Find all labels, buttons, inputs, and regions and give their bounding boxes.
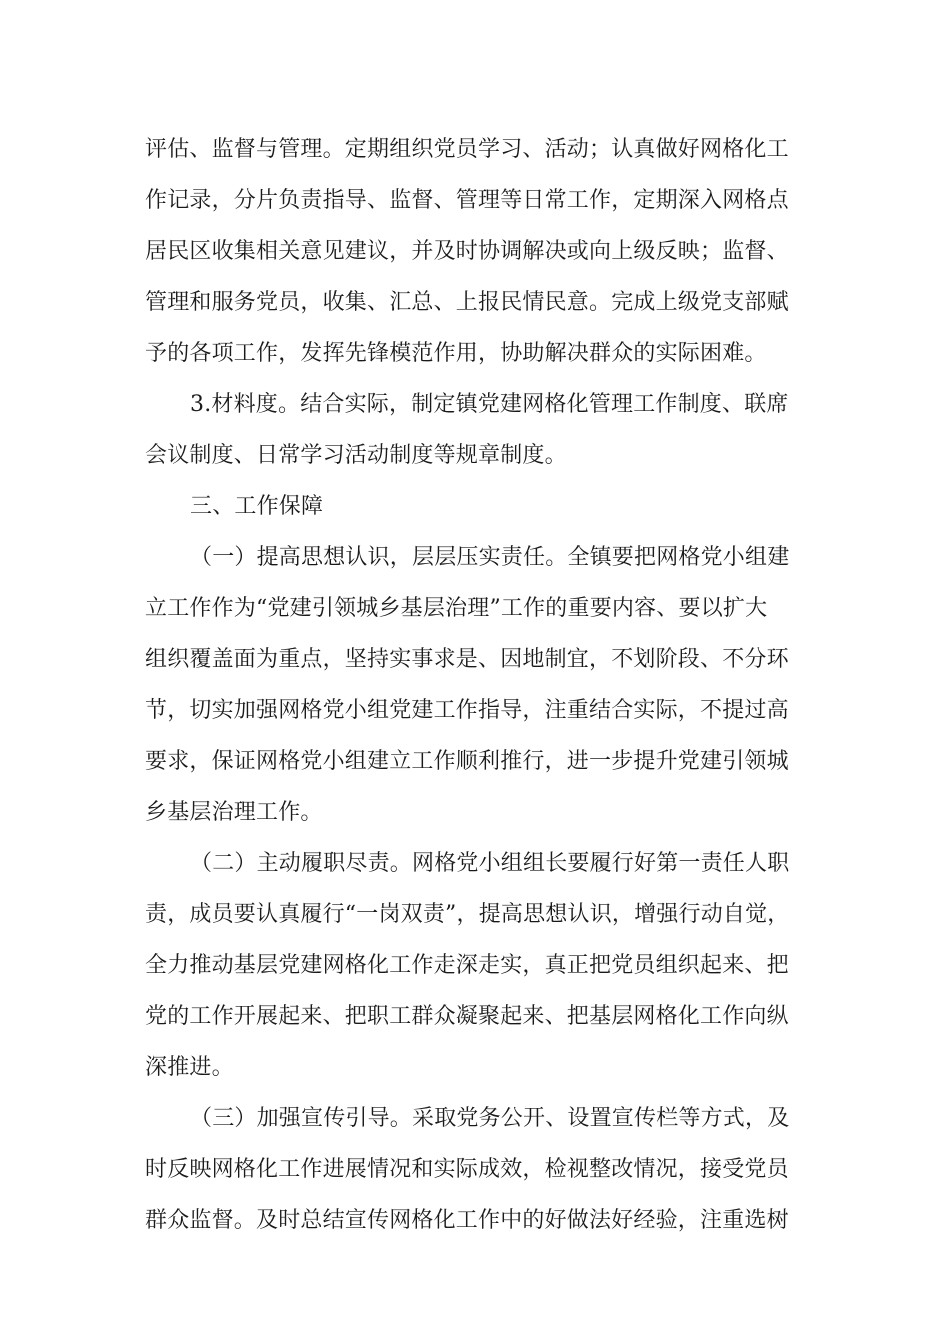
text-line: （一）提高思想认识，层层压实责任。全镇要把网格党小组建 <box>190 545 790 570</box>
text-line: 党的工作开展起来、把职工群众凝聚起来、把基层网格化工作向纵 <box>145 1004 789 1029</box>
text-line: 居民区收集相关意见建议，并及时协调解决或向上级反映；监督、 <box>145 239 789 264</box>
text-line: 乡基层治理工作。 <box>145 800 323 825</box>
text-line: 3.材料度。结合实际，制定镇党建网格化管理工作制度、联席 <box>190 392 789 417</box>
text-line: 责，成员要认真履行“一岗双责”，提高思想认识，增强行动自觉， <box>145 902 790 927</box>
text-line: 会议制度、日常学习活动制度等规章制度。 <box>145 443 567 468</box>
text-line: 管理和服务党员，收集、汇总、上报民情民意。完成上级党支部赋 <box>145 290 789 315</box>
text-line: 立工作作为“党建引领城乡基层治理”工作的重要内容、要以扩大 <box>145 596 768 621</box>
text-line: 节，切实加强网格党小组党建工作指导，注重结合实际，不提过高 <box>145 698 789 723</box>
text-line: 作记录，分片负责指导、监督、管理等日常工作，定期深入网格点 <box>145 188 789 213</box>
text-line: 深推进。 <box>145 1055 234 1080</box>
section-heading: 三、工作保障 <box>190 494 324 519</box>
text-line: 予的各项工作，发挥先锋模范作用，协助解决群众的实际困难。 <box>145 341 767 366</box>
text-line: 要求，保证网格党小组建立工作顺利推行，进一步提升党建引领城 <box>145 749 789 774</box>
text-line: 组织覆盖面为重点，坚持实事求是、因地制宜，不划阶段、不分环 <box>145 647 789 672</box>
text-line: （二）主动履职尽责。网格党小组组长要履行好第一责任人职 <box>190 851 790 876</box>
text-line: 全力推动基层党建网格化工作走深走实，真正把党员组织起来、把 <box>145 953 789 978</box>
text-line: 群众监督。及时总结宣传网格化工作中的好做法好经验，注重选树 <box>145 1208 789 1233</box>
text-line: （三）加强宣传引导。采取党务公开、设置宣传栏等方式，及 <box>190 1106 790 1131</box>
text-line: 时反映网格化工作进展情况和实际成效，检视整改情况，接受党员 <box>145 1157 789 1182</box>
text-line: 评估、监督与管理。定期组织党员学习、活动；认真做好网格化工 <box>145 137 789 162</box>
